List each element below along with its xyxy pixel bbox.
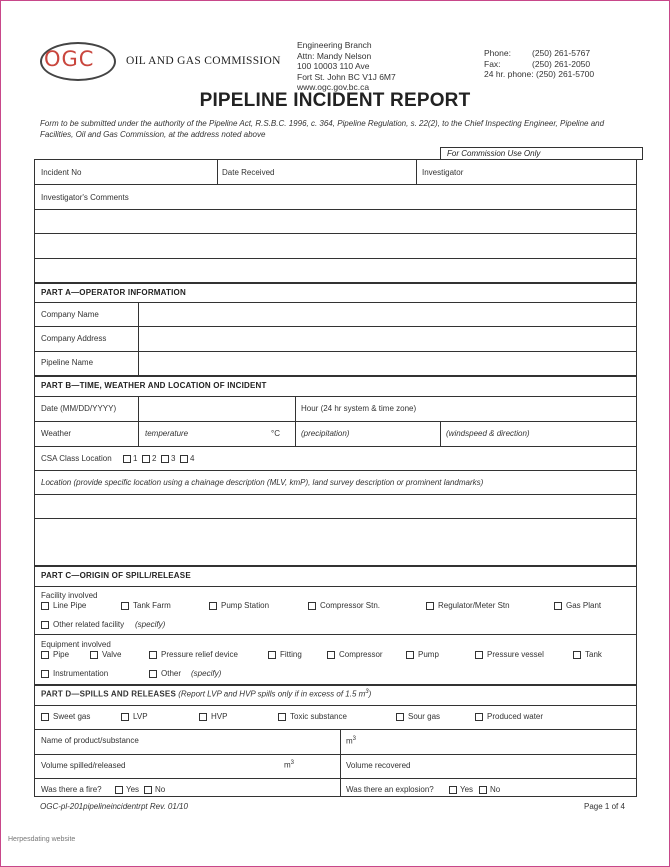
contact-value: (250) 261-5767 (532, 48, 591, 58)
spill-type-label: Sweet gas (53, 712, 91, 721)
product-name-field[interactable]: Name of product/substance (41, 736, 139, 745)
regulator-meter-checkbox[interactable] (426, 602, 434, 610)
row-line (35, 326, 636, 327)
pump-checkbox[interactable] (406, 651, 414, 659)
wind-field[interactable]: (windspeed & direction) (446, 429, 530, 438)
row-line (35, 518, 636, 519)
csa-option-label: 2 (152, 454, 157, 463)
row-line (35, 470, 636, 471)
volume-spilled-field[interactable]: Volume spilled/released (41, 761, 126, 770)
part-c-heading: PART C—ORIGIN OF SPILL/RELEASE (41, 571, 191, 580)
facility-option-label: Line Pipe (53, 601, 87, 610)
row-line (35, 754, 636, 755)
row-line (35, 351, 636, 352)
incident-no-field[interactable]: Incident No (41, 168, 82, 177)
col-line (217, 160, 218, 184)
facility-option-label: Gas Plant (566, 601, 602, 610)
explosion-no-checkbox[interactable] (479, 786, 487, 794)
specify-note: (specify) (191, 669, 222, 678)
row-line (35, 302, 636, 303)
facility-option-label: Pump Station (221, 601, 270, 610)
sour-gas-checkbox[interactable] (396, 713, 404, 721)
fire-no-checkbox[interactable] (144, 786, 152, 794)
col-line (138, 396, 139, 446)
row-line (35, 396, 636, 397)
row-line (35, 634, 636, 635)
address-line: Attn: Mandy Nelson (297, 50, 372, 61)
equipment-option-label: Tank (585, 650, 602, 659)
specify-note: (specify) (135, 620, 166, 629)
equipment-option-label: Pressure vessel (487, 650, 544, 659)
csa-1-checkbox[interactable] (123, 455, 131, 463)
row-line (35, 233, 636, 234)
col-line (340, 729, 341, 796)
part-d-note-end: ) (368, 689, 372, 699)
date-received-field[interactable]: Date Received (222, 168, 275, 177)
explosion-yes-checkbox[interactable] (449, 786, 457, 794)
mailing-address (297, 40, 396, 93)
csa-4-checkbox[interactable] (180, 455, 188, 463)
part-b-heading: PART B—TIME, WEATHER AND LOCATION OF INCIDENT (41, 381, 267, 390)
col-line (416, 160, 417, 184)
sweet-gas-checkbox[interactable] (41, 713, 49, 721)
fitting-checkbox[interactable] (268, 651, 276, 659)
pump-station-checkbox[interactable] (209, 602, 217, 610)
contact-numbers (484, 48, 594, 80)
pipe-checkbox[interactable] (41, 651, 49, 659)
fire-question: Was there a fire? (41, 785, 102, 794)
compressor-checkbox[interactable] (327, 651, 335, 659)
instrumentation-checkbox[interactable] (41, 670, 49, 678)
gas-plant-checkbox[interactable] (554, 602, 562, 610)
produced-water-checkbox[interactable] (475, 713, 483, 721)
compressor-stn-checkbox[interactable] (308, 602, 316, 610)
part-d-heading: PART D—SPILLS AND RELEASES (41, 689, 176, 699)
equipment-option-label: Instrumentation (53, 669, 109, 678)
row-line (35, 209, 636, 210)
unit-superscript: 3 (290, 760, 295, 766)
tank-farm-checkbox[interactable] (121, 602, 129, 610)
pressure-vessel-checkbox[interactable] (475, 651, 483, 659)
investigator-field[interactable]: Investigator (422, 168, 464, 177)
contact-value: (250) 261-5700 (536, 69, 595, 79)
page-title: PIPELINE INCIDENT REPORT (199, 90, 471, 111)
incident-form (34, 159, 637, 797)
hvp-checkbox[interactable] (199, 713, 207, 721)
valve-checkbox[interactable] (90, 651, 98, 659)
equipment-involved-label: Equipment involved (41, 640, 111, 649)
contact-label: Phone: (484, 48, 511, 58)
incident-date-field[interactable]: Date (MM/DD/YYYY) (41, 404, 117, 413)
part-d-heading-line (41, 689, 371, 699)
row-line (35, 729, 636, 730)
volume-recovered-field[interactable]: Volume recovered (346, 761, 411, 770)
company-name-field[interactable]: Company Name (41, 310, 99, 319)
product-volume-unit (346, 736, 356, 746)
row-line (35, 375, 636, 377)
equipment-option-label: Pressure relief device (161, 650, 238, 659)
fire-yes-checkbox[interactable] (115, 786, 123, 794)
address-line: Engineering Branch (297, 40, 372, 50)
csa-option-label: 4 (190, 454, 195, 463)
pipeline-name-field[interactable]: Pipeline Name (41, 358, 94, 367)
col-line (138, 302, 139, 375)
col-line (295, 396, 296, 446)
precipitation-field[interactable]: (precipitation) (301, 429, 350, 438)
spill-type-label: Toxic substance (290, 712, 347, 721)
other-equipment-checkbox[interactable] (149, 670, 157, 678)
address-line: Fort St. John BC V1J 6M7 (297, 71, 396, 82)
spilled-unit (284, 760, 294, 770)
contact-value: (250) 261-2050 (532, 58, 591, 69)
temperature-field[interactable]: temperature (145, 429, 189, 438)
row-line (35, 684, 636, 686)
contact-label: 24 hr. phone: (484, 69, 534, 79)
equipment-option-label: Fitting (280, 650, 302, 659)
company-address-field[interactable]: Company Address (41, 334, 107, 343)
equipment-option-label: Pump (418, 650, 439, 659)
weather-label: Weather (41, 429, 72, 438)
row-line (35, 778, 636, 779)
address-line: 100 10003 110 Ave (297, 61, 370, 71)
equipment-option-label: Valve (102, 650, 122, 659)
investigator-comments-field[interactable]: Investigator's Comments (41, 193, 129, 202)
csa-2-checkbox[interactable] (142, 455, 150, 463)
commission-use-box: For Commission Use Only (440, 147, 643, 160)
organization-name: OIL AND GAS COMMISSION (126, 55, 281, 67)
row-line (35, 446, 636, 447)
lvp-checkbox[interactable] (121, 713, 129, 721)
facility-option-label: Tank Farm (133, 601, 171, 610)
row-line (35, 421, 636, 422)
equipment-option-label: Pipe (53, 650, 70, 659)
col-line (440, 421, 441, 446)
csa-option-label: 1 (133, 454, 138, 463)
no-label: No (490, 785, 501, 794)
yes-label: Yes (126, 785, 140, 794)
website-link[interactable]: www.ogc.gov.bc.ca (297, 82, 370, 92)
celsius-unit: °C (271, 429, 280, 438)
pressure-relief-checkbox[interactable] (149, 651, 157, 659)
row-line (35, 282, 636, 284)
other-facility-checkbox[interactable] (41, 621, 49, 629)
csa-option-label: 3 (171, 454, 176, 463)
row-line (35, 565, 636, 567)
other-facility-label: Other related facility (53, 620, 125, 629)
facility-option-label: Compressor Stn. (320, 601, 381, 610)
facility-option-label: Regulator/Meter Stn (438, 601, 510, 610)
unit-m: m (284, 760, 291, 770)
unit-m: m (346, 736, 353, 746)
unit-superscript: 3 (352, 736, 357, 742)
explosion-question: Was there an explosion? (346, 785, 434, 794)
no-label: No (155, 785, 166, 794)
tank-checkbox[interactable] (573, 651, 581, 659)
csa-3-checkbox[interactable] (161, 455, 169, 463)
location-field[interactable]: Location (provide specific location using a chainage description (MLV, kmP), land survey description or prominent landmarks) (41, 478, 484, 487)
row-line (35, 586, 636, 587)
part-d-note: (Report LVP and HVP spills only if in excess of 1.5 m (178, 689, 366, 699)
toxic-substance-checkbox[interactable] (278, 713, 286, 721)
page-number: Page 1 of 4 (584, 802, 625, 811)
part-a-heading: PART A—OPERATOR INFORMATION (41, 288, 186, 297)
ogc-logo: OGC (44, 47, 95, 71)
line-pipe-checkbox[interactable] (41, 602, 49, 610)
row-line (35, 258, 636, 259)
row-line (35, 184, 636, 185)
form-id: OGC-pl-201pipelineincidentrpt Rev. 01/10 (40, 802, 188, 811)
intro-text: Form to be submitted under the authority of the Pipeline Act, R.S.B.C. 1996, c. 364, Pipeline Regulation, s. 22(2), to the Chief Inspecting Engineer, Pipeline and Facilities, Oil and Gas Commission, at the address noted above (40, 119, 605, 139)
cubic-superscript: 3 (365, 689, 369, 695)
yes-label: Yes (460, 785, 474, 794)
spill-type-label: Sour gas (408, 712, 441, 721)
csa-class-label: CSA Class Location (41, 454, 112, 463)
row-line (35, 494, 636, 495)
hour-field[interactable]: Hour (24 hr system & time zone) (301, 404, 417, 413)
spill-type-label: LVP (133, 712, 148, 721)
watermark: Herpesdating website (8, 836, 76, 843)
row-line (35, 705, 636, 706)
contact-label: Fax: (484, 58, 501, 69)
facility-involved-label: Facility involved (41, 591, 98, 600)
spill-type-label: Produced water (487, 712, 544, 721)
equipment-option-label: Other (161, 669, 182, 678)
spill-type-label: HVP (211, 712, 228, 721)
equipment-option-label: Compressor (339, 650, 383, 659)
